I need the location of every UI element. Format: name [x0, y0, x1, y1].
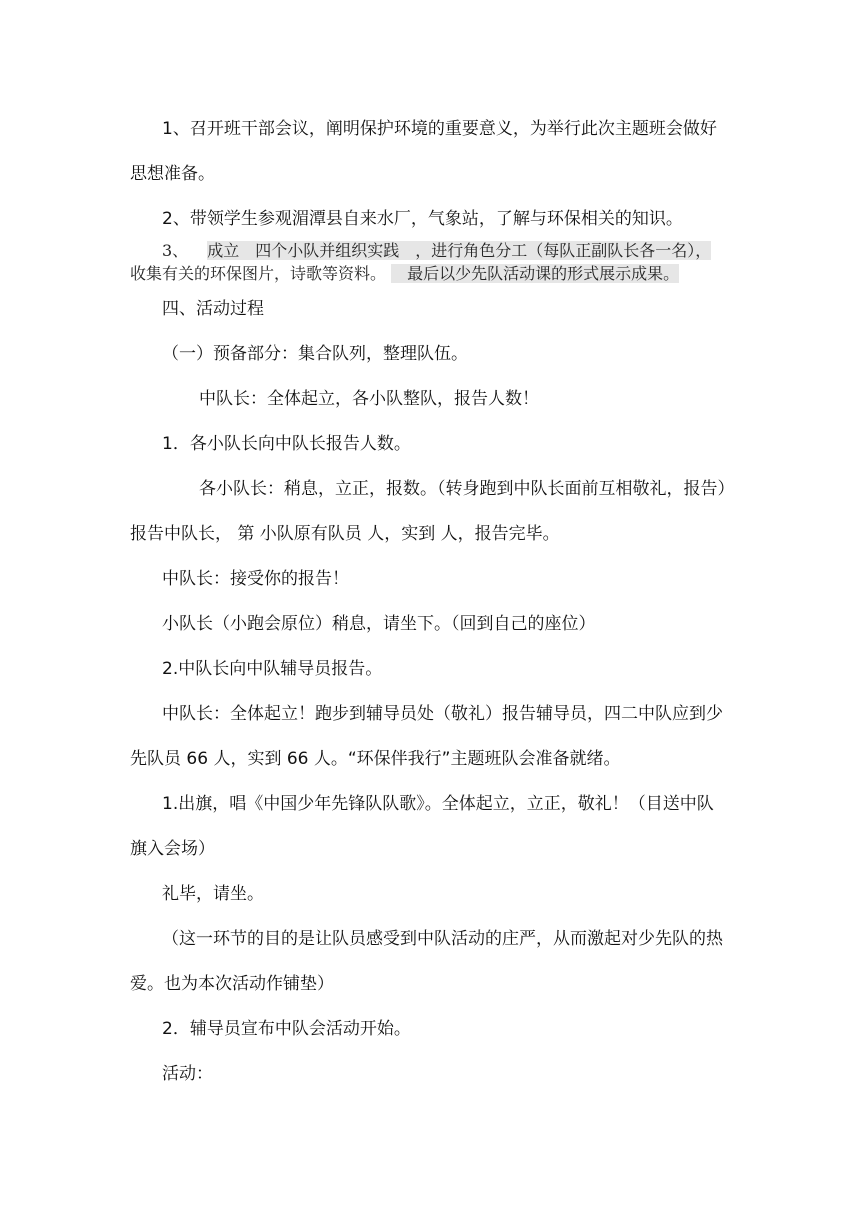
paragraph-3-text: 收集有关的环保图片，诗歌等资料。 — [130, 264, 387, 283]
paragraph-1-line-1: 1、召开班干部会议，阐明保护环境的重要意义，为举行此次主题班会做好 — [162, 119, 717, 139]
purpose-line-1: （这一环节的目的是让队员感受到中队活动的庄严，从而激起对少先队的热 — [162, 929, 723, 949]
paragraph-3-highlight-1: 成立 四个小队并组织实践 ，进行角色分工（每队正副队长各一名）， — [207, 241, 712, 260]
squad-return: 小队长（小跑会原位）稍息，请坐下。（回到自己的座位） — [162, 614, 596, 634]
paragraph-3-line-1 — [162, 240, 711, 262]
leader-command-2-line-1: 中队长：全体起立！跑步到辅导员处（敬礼）报告辅导员，四二中队应到少 — [162, 704, 723, 724]
paragraph-3-highlight-2: 最后以少先队活动课的形式展示成果。 — [391, 264, 680, 283]
paragraph-2: 2、带领学生参观湄潭县自来水厂，气象站，了解与环保相关的知识。 — [162, 209, 683, 229]
squad-report-line-1: 各小队长：稍息，立正，报数。（转身跑到中队长面前互相敬礼，报告） — [199, 479, 735, 499]
leader-command-1: 中队长：全体起立，各小队整队，报告人数！ — [199, 389, 539, 409]
paragraph-1-line-2: 思想准备。 — [130, 164, 215, 184]
paragraph-3-line-2 — [130, 263, 679, 285]
paragraph-3-number: 3、 — [162, 241, 189, 260]
section-4-heading: 四、活动过程 — [162, 299, 264, 319]
activity-label: 活动： — [162, 1064, 213, 1084]
purpose-line-2: 爱。也为本次活动作铺垫） — [130, 974, 334, 994]
flag-line-1: 1.出旗，唱《中国少年先锋队队歌》。全体起立，立正，敬礼！（目送中队 — [162, 794, 714, 814]
flag-line-2: 旗入会场） — [130, 839, 215, 859]
step-1: 1．各小队长向中队长报告人数。 — [162, 434, 411, 454]
leader-command-2-line-2: 先队员 66 人，实到 66 人。“环保伴我行”主题班队会准备就绪。 — [130, 749, 621, 769]
step-2: 2.中队长向中队辅导员报告。 — [162, 659, 383, 679]
step-2b: 2．辅导员宣布中队会活动开始。 — [162, 1019, 411, 1039]
leader-accept: 中队长：接受你的报告！ — [162, 569, 349, 589]
squad-report-line-2: 报告中队长， 第 小队原有队员 人，实到 人，报告完毕。 — [130, 524, 560, 544]
preparation-heading: （一）预备部分：集合队列，整理队伍。 — [162, 344, 468, 364]
salute-end: 礼毕，请坐。 — [162, 884, 264, 904]
